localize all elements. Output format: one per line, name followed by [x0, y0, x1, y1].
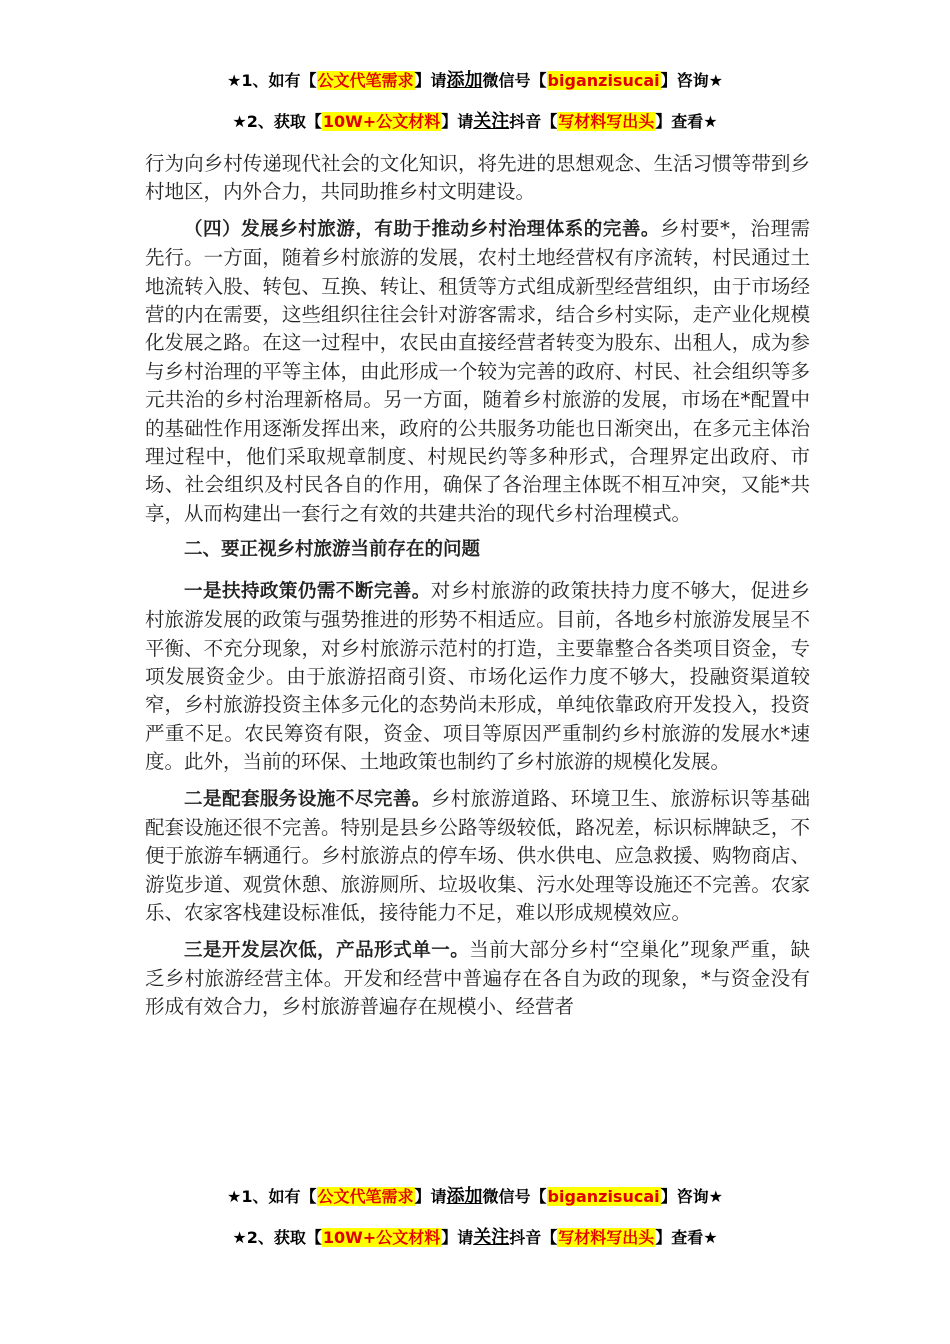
paragraph-text: 乡村旅游道路、环境卫生、旅游标识等基础配套设施还很不完善。特别是县乡公路等级较低，路况差，标识标牌缺乏，不便于旅游车辆通行。乡村旅游点的停车场、供水供电、应急救援、购物商店、游览步道、观赏休憩、旅游厕所、垃圾收集、污水处理等设施还不完善。农家乐、农家客栈建设标准低，接待能力不足，难以形成规模效应。 [145, 786, 810, 925]
banner-text: ★2、获取【 [232, 1228, 322, 1247]
top-banner-line-1 [0, 70, 950, 92]
paragraph-lead-bold: 一是扶持政策仍需不断完善。 [184, 580, 431, 602]
paragraph-development-level [145, 936, 810, 1022]
banner-text: 】请 [441, 112, 474, 131]
paragraph-lead-bold: 三是开发层次低，产品形式单一。 [184, 939, 470, 961]
banner-underlined-text: 添加 [446, 70, 483, 91]
banner-highlight: 10W+公文材料 [322, 112, 441, 131]
banner-highlight: biganzisucai [547, 71, 660, 90]
section-heading: 二、要正视乡村旅游当前存在的问题 [184, 539, 481, 561]
banner-text: ★1、如有【 [227, 1187, 317, 1206]
paragraph-text: 对乡村旅游的政策扶持力度不够大，促进乡村旅游发展的政策与强势推进的形势不相适应。目前，各地乡村旅游发展呈不平衡、不充分现象，对乡村旅游示范村的打造，主要靠整合各类项目资金，专项发展资金少。由于旅游招商引资、市场化运作力度不够大，投融资渠道较窄，乡村旅游投资主体多元化的态势尚未形成，单纯依靠政府开发投入，投资严重不足。农民筹资有限，资金、项目等原因严重制约乡村旅游的发展水*速度。此外，当前的环保、土地政策也制约了乡村旅游的规模化发展。 [145, 578, 810, 774]
banner-highlight: 公文代笔需求 [317, 1187, 414, 1206]
banner-text: 】请 [414, 71, 447, 90]
banner-text: 抖音【 [509, 1228, 558, 1247]
banner-text: 抖音【 [509, 112, 558, 131]
banner-text: 微信号【 [482, 71, 547, 90]
document-body [145, 150, 810, 1030]
banner-highlight: biganzisucai [547, 1187, 660, 1206]
bottom-banner-line-2 [0, 1227, 950, 1249]
bottom-banner-line-1 [0, 1186, 950, 1208]
paragraph-lead-bold: 二是配套服务设施不尽完善。 [184, 788, 431, 810]
paragraph-infrastructure [145, 785, 810, 928]
paragraph-policy-support [145, 577, 810, 777]
top-banner-line-2 [0, 111, 950, 133]
banner-text: ★2、获取【 [232, 112, 322, 131]
banner-highlight: 写材料写出头 [558, 112, 655, 131]
paragraph-text: 乡村要*，治理需先行。一方面，随着乡村旅游的发展，农村土地经营权有序流转，村民通过土地流转入股、转包、互换、转让、租赁等方式组成新型经营组织，由于市场经营的内在需要，这些组织往往会针对游客需求，结合乡村实际，走产业化规模化发展之路。在这一过程中，农民由直接经营者转变为股东、出租人，成为参与乡村治理的平等主体，由此形成一个较为完善的政府、村民、社会组织等多元共治的乡村治理新格局。另一方面，随着乡村旅游的发展，市场在*配置中的基础性作用逐渐发挥出来，政府的公共服务功能也日渐突出，在多元主体治理过程中，他们采取规章制度、村规民约等多种形式，合理界定出政府、市场、社会组织及村民各自的作用，确保了各治理主体既不相互冲突，又能*共享，从而构建出一套行之有效的共建共治的现代乡村治理模式。 [145, 216, 810, 525]
paragraph-rural-governance [145, 215, 810, 528]
banner-text: ★1、如有【 [227, 71, 317, 90]
banner-text: 微信号【 [482, 1187, 547, 1206]
paragraph-text: 当前大部分乡村“空巢化”现象严重，缺乏乡村旅游经营主体。开发和经营中普遍存在各自为政的现象，*与资金没有形成有效合力，乡村旅游普遍存在规模小、经营者 [145, 937, 810, 1019]
paragraph-continuation: 行为向乡村传递现代社会的文化知识，将先进的思想观念、生活习惯等带到乡村地区，内外合力，共同助推乡村文明建设。 [145, 152, 810, 204]
banner-underlined-text: 关注 [473, 111, 510, 132]
banner-underlined-text: 关注 [473, 1227, 510, 1248]
banner-underlined-text: 添加 [446, 1186, 483, 1207]
banner-highlight: 10W+公文材料 [322, 1228, 441, 1247]
banner-text: 】咨询★ [660, 1187, 723, 1206]
banner-text: 】查看★ [655, 1228, 718, 1247]
banner-text: 】咨询★ [660, 71, 723, 90]
banner-highlight: 公文代笔需求 [317, 71, 414, 90]
paragraph-lead-bold: （四）发展乡村旅游，有助于推动乡村治理体系的完善。 [184, 218, 660, 240]
banner-text: 】请 [414, 1187, 447, 1206]
banner-text: 】请 [441, 1228, 474, 1247]
banner-text: 】查看★ [655, 112, 718, 131]
banner-highlight: 写材料写出头 [558, 1228, 655, 1247]
